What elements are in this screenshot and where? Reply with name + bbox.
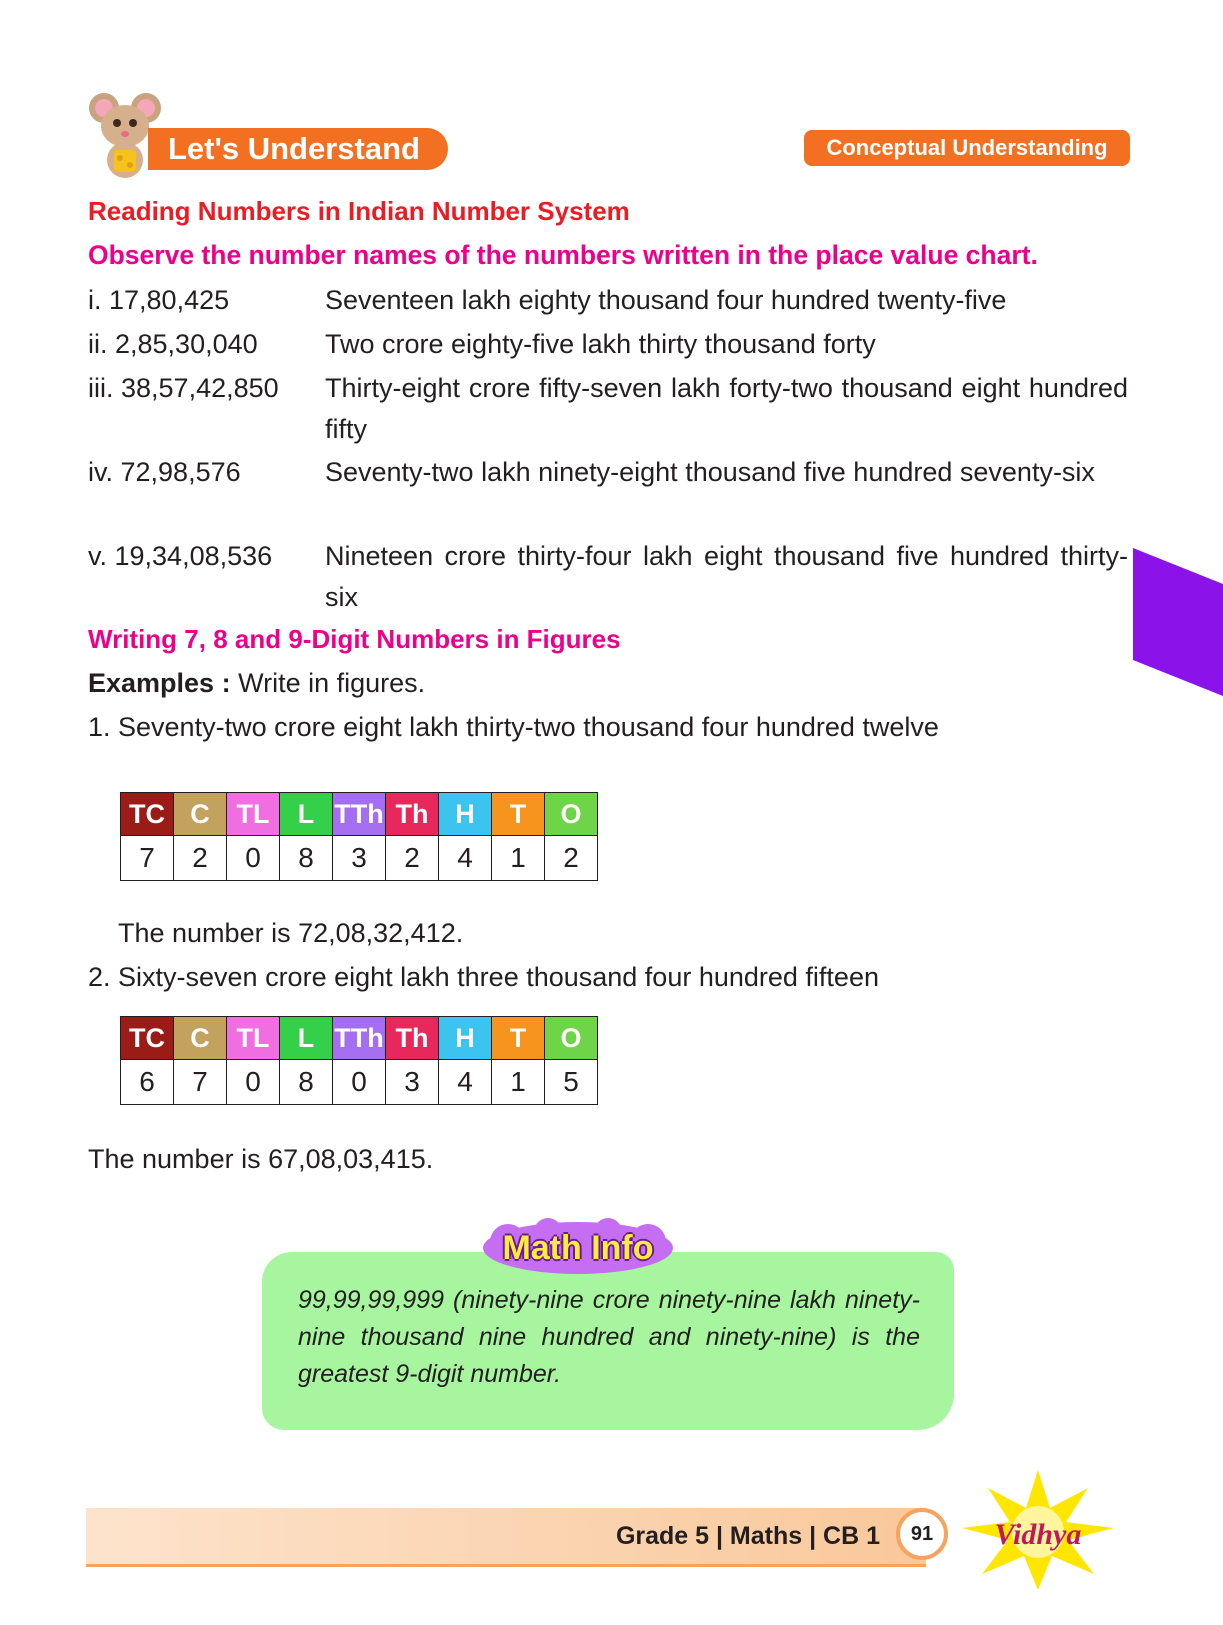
number-name: Two crore eighty-five lakh thirty thousand forty: [325, 329, 876, 359]
example1-answer: The number is 72,08,32,412.: [118, 918, 464, 948]
digit-cell: 8: [280, 1060, 333, 1105]
page-number: 91: [896, 1508, 948, 1560]
number-name: Seventeen lakh eighty thousand four hundred twenty-five: [325, 285, 1007, 315]
vidhya-sun-logo-icon: [958, 1470, 1118, 1590]
digit-cell: 7: [121, 836, 174, 881]
number-figure: iv. 72,98,576: [88, 457, 241, 487]
side-tab-marker: [1133, 548, 1223, 696]
number-name: Nineteen crore thirty-four lakh eight thousand five hundred thirty-six: [325, 541, 1128, 612]
logo-text: Vidhya: [994, 1518, 1082, 1551]
header-tth: TTh: [333, 793, 386, 836]
digit-cell: 0: [333, 1060, 386, 1105]
number-figure: i. 17,80,425: [88, 285, 230, 315]
number-name: Seventy-two lakh ninety-eight thousand five hundred seventy-six: [325, 457, 1095, 487]
header-h: H: [439, 1017, 492, 1060]
header-c: C: [174, 793, 227, 836]
header-t: T: [492, 1017, 545, 1060]
math-info-title: Math Info: [502, 1229, 654, 1267]
digit-cell: 2: [386, 836, 439, 881]
header-tc: TC: [121, 793, 174, 836]
example2-answer: The number is 67,08,03,415.: [88, 1144, 434, 1174]
example2-question: 2. Sixty-seven crore eight lakh three thousand four hundred fifteen: [88, 962, 879, 992]
header-t: T: [492, 793, 545, 836]
section-title-banner: Let's Understand: [148, 128, 448, 170]
heading-reading-numbers: Reading Numbers in Indian Number System: [88, 196, 630, 226]
header-tth: TTh: [333, 1017, 386, 1060]
header-l: L: [280, 793, 333, 836]
header-tc: TC: [121, 1017, 174, 1060]
header-th: Th: [386, 793, 439, 836]
header-l: L: [280, 1017, 333, 1060]
footer-text: Grade 5 | Maths | CB 1: [615, 1522, 880, 1550]
math-info-text: 99,99,99,999 (ninety-nine crore ninety-nine lakh ninety-nine thousand nine hundred and ninety-nine) is the greatest 9-digit number.: [298, 1286, 920, 1388]
header-th: Th: [386, 1017, 439, 1060]
header-tl: TL: [227, 793, 280, 836]
digit-cell: 6: [121, 1060, 174, 1105]
examples-text: Write in figures.: [230, 668, 426, 698]
header-o: O: [545, 1017, 598, 1060]
number-figure: iii. 38,57,42,850: [88, 373, 279, 403]
place-value-digit-row: [121, 1060, 598, 1105]
digit-cell: 7: [174, 1060, 227, 1105]
conceptual-understanding-badge: Conceptual Understanding: [804, 130, 1130, 166]
digit-cell: 1: [492, 836, 545, 881]
number-figure: ii. 2,85,30,040: [88, 329, 258, 359]
digit-cell: 2: [174, 836, 227, 881]
digit-cell: 0: [227, 836, 280, 881]
examples-label: Examples :: [88, 668, 231, 698]
instruction-text: Observe the number names of the numbers written in the place value chart.: [88, 240, 1038, 270]
place-value-header-row: [121, 793, 598, 836]
place-value-header-row: [121, 1017, 598, 1060]
digit-cell: 5: [545, 1060, 598, 1105]
header-h: H: [439, 793, 492, 836]
digit-cell: 3: [386, 1060, 439, 1105]
number-name: Thirty-eight crore fifty-seven lakh forty-two thousand eight hundred fifty: [325, 373, 1128, 444]
digit-cell: 2: [545, 836, 598, 881]
digit-cell: 0: [227, 1060, 280, 1105]
place-value-digit-row: [121, 836, 598, 881]
header-c: C: [174, 1017, 227, 1060]
examples-line: [88, 668, 425, 699]
digit-cell: 4: [439, 836, 492, 881]
digit-cell: 8: [280, 836, 333, 881]
example1-question: 1. Seventy-two crore eight lakh thirty-two thousand four hundred twelve: [88, 712, 939, 742]
digit-cell: 1: [492, 1060, 545, 1105]
number-figure: v. 19,34,08,536: [88, 541, 273, 571]
header-o: O: [545, 793, 598, 836]
heading-writing-numbers: Writing 7, 8 and 9-Digit Numbers in Figures: [88, 624, 621, 654]
place-value-table-1: [120, 792, 598, 881]
digit-cell: 4: [439, 1060, 492, 1105]
header-tl: TL: [227, 1017, 280, 1060]
digit-cell: 3: [333, 836, 386, 881]
place-value-table-2: [120, 1016, 598, 1105]
